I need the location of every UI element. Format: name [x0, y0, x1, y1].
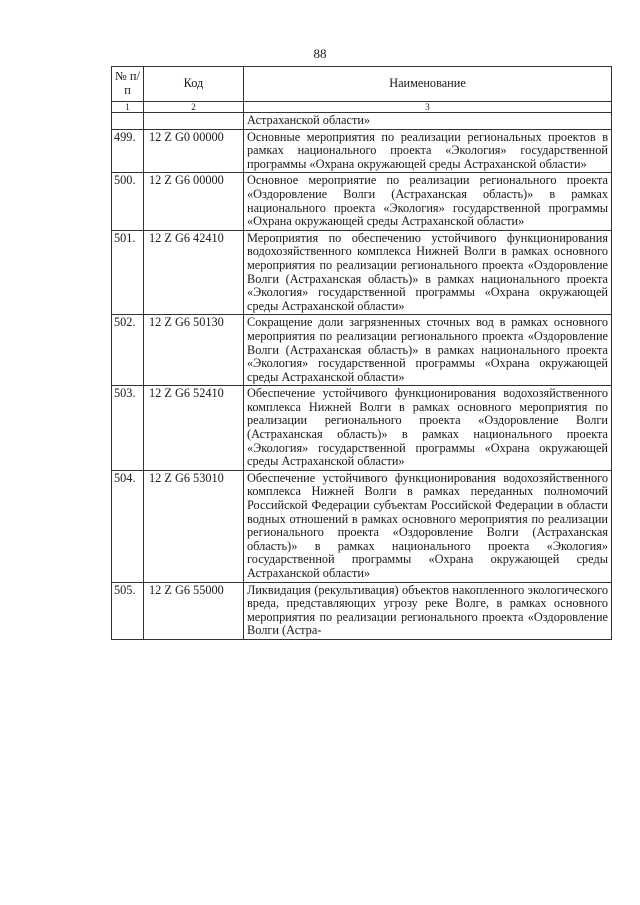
- table-row: [112, 230, 612, 315]
- column-number: 2: [144, 102, 244, 113]
- table-row: [112, 386, 612, 471]
- row-number: 499.: [112, 129, 144, 173]
- row-number: 500.: [112, 173, 144, 230]
- row-code: 12 Z G6 53010: [144, 470, 244, 582]
- row-code: 12 Z G6 42410: [144, 230, 244, 315]
- row-name: Мероприятия по обеспечению устойчивого функционирования водохозяйственного комплекса Нижней Волги в рамках основного мероприятия по реализации регионального проекта «Оздоровление Волги (Астраханская область)» в рамках национального проекта «Экология» государственной программы «Охрана окружающей среды Астраханской области»: [244, 230, 612, 315]
- table-header-row: [112, 67, 612, 102]
- row-code: 12 Z G6 50130: [144, 315, 244, 386]
- row-code: 12 Z G6 55000: [144, 582, 244, 639]
- table-row: [112, 315, 612, 386]
- row-name: Обеспечение устойчивого функционирования водохозяйственного комплекса Нижней Волги в рамках основного мероприятия по реализации регионального проекта «Оздоровление Волги (Астраханская область)» в рамках национального проекта «Экология» государственной программы «Охрана окружающей среды Астраханской области»: [244, 386, 612, 471]
- row-name: Основное мероприятие по реализации регионального проекта «Оздоровление Волги (Астраханская область)» в рамках национального проекта «Экология» государственной программы «Охрана окружающей среды Астраханской области»: [244, 173, 612, 230]
- row-number: 504.: [112, 470, 144, 582]
- row-number: 503.: [112, 386, 144, 471]
- row-name: Основные мероприятия по реализации региональных проектов в рамках национального проекта «Экология» государственной программы «Охрана окружающей среды Астраханской области»: [244, 129, 612, 173]
- header-name: Наименование: [244, 67, 612, 102]
- row-code: 12 Z G6 52410: [144, 386, 244, 471]
- table-row: [112, 470, 612, 582]
- page-number: 88: [313, 46, 327, 61]
- column-number-row: [112, 102, 612, 113]
- continuation-text: Астраханской области»: [244, 113, 612, 130]
- budget-code-table: [111, 66, 612, 640]
- table-row: [112, 173, 612, 230]
- row-number: 505.: [112, 582, 144, 639]
- row-code: 12 Z G0 00000: [144, 129, 244, 173]
- continuation-row: [112, 113, 612, 130]
- row-name: Ликвидация (рекультивация) объектов накопленного экологического вреда, представляющих угрозу реке Волге, в рамках основного мероприятия по реализации регионального проекта «Оздоровление Волги (Астра-: [244, 582, 612, 639]
- empty-cell: [144, 113, 244, 130]
- column-number: 1: [112, 102, 144, 113]
- header-code: Код: [144, 67, 244, 102]
- row-number: 502.: [112, 315, 144, 386]
- column-number: 3: [244, 102, 612, 113]
- table-row: [112, 129, 612, 173]
- row-name: Сокращение доли загрязненных сточных вод в рамках основного мероприятия по реализации регионального проекта «Оздоровление Волги (Астраханская область)» в рамках национального проекта «Экология» государственной программы «Охрана окружающей среды Астраханской области»: [244, 315, 612, 386]
- empty-cell: [112, 113, 144, 130]
- header-num: № п/п: [112, 67, 144, 102]
- row-code: 12 Z G6 00000: [144, 173, 244, 230]
- row-name: Обеспечение устойчивого функционирования водохозяйственного комплекса Нижней Волги в рамках переданных полномочий Российской Федерации субъектам Российской Федерации в области водных отношений в рамках основного мероприятия по реализации регионального проекта «Оздоровление Волги (Астраханская область)» в рамках национального проекта «Экология» государственной программы «Охрана окружающей среды Астраханской области»: [244, 470, 612, 582]
- table-row: [112, 582, 612, 639]
- row-number: 501.: [112, 230, 144, 315]
